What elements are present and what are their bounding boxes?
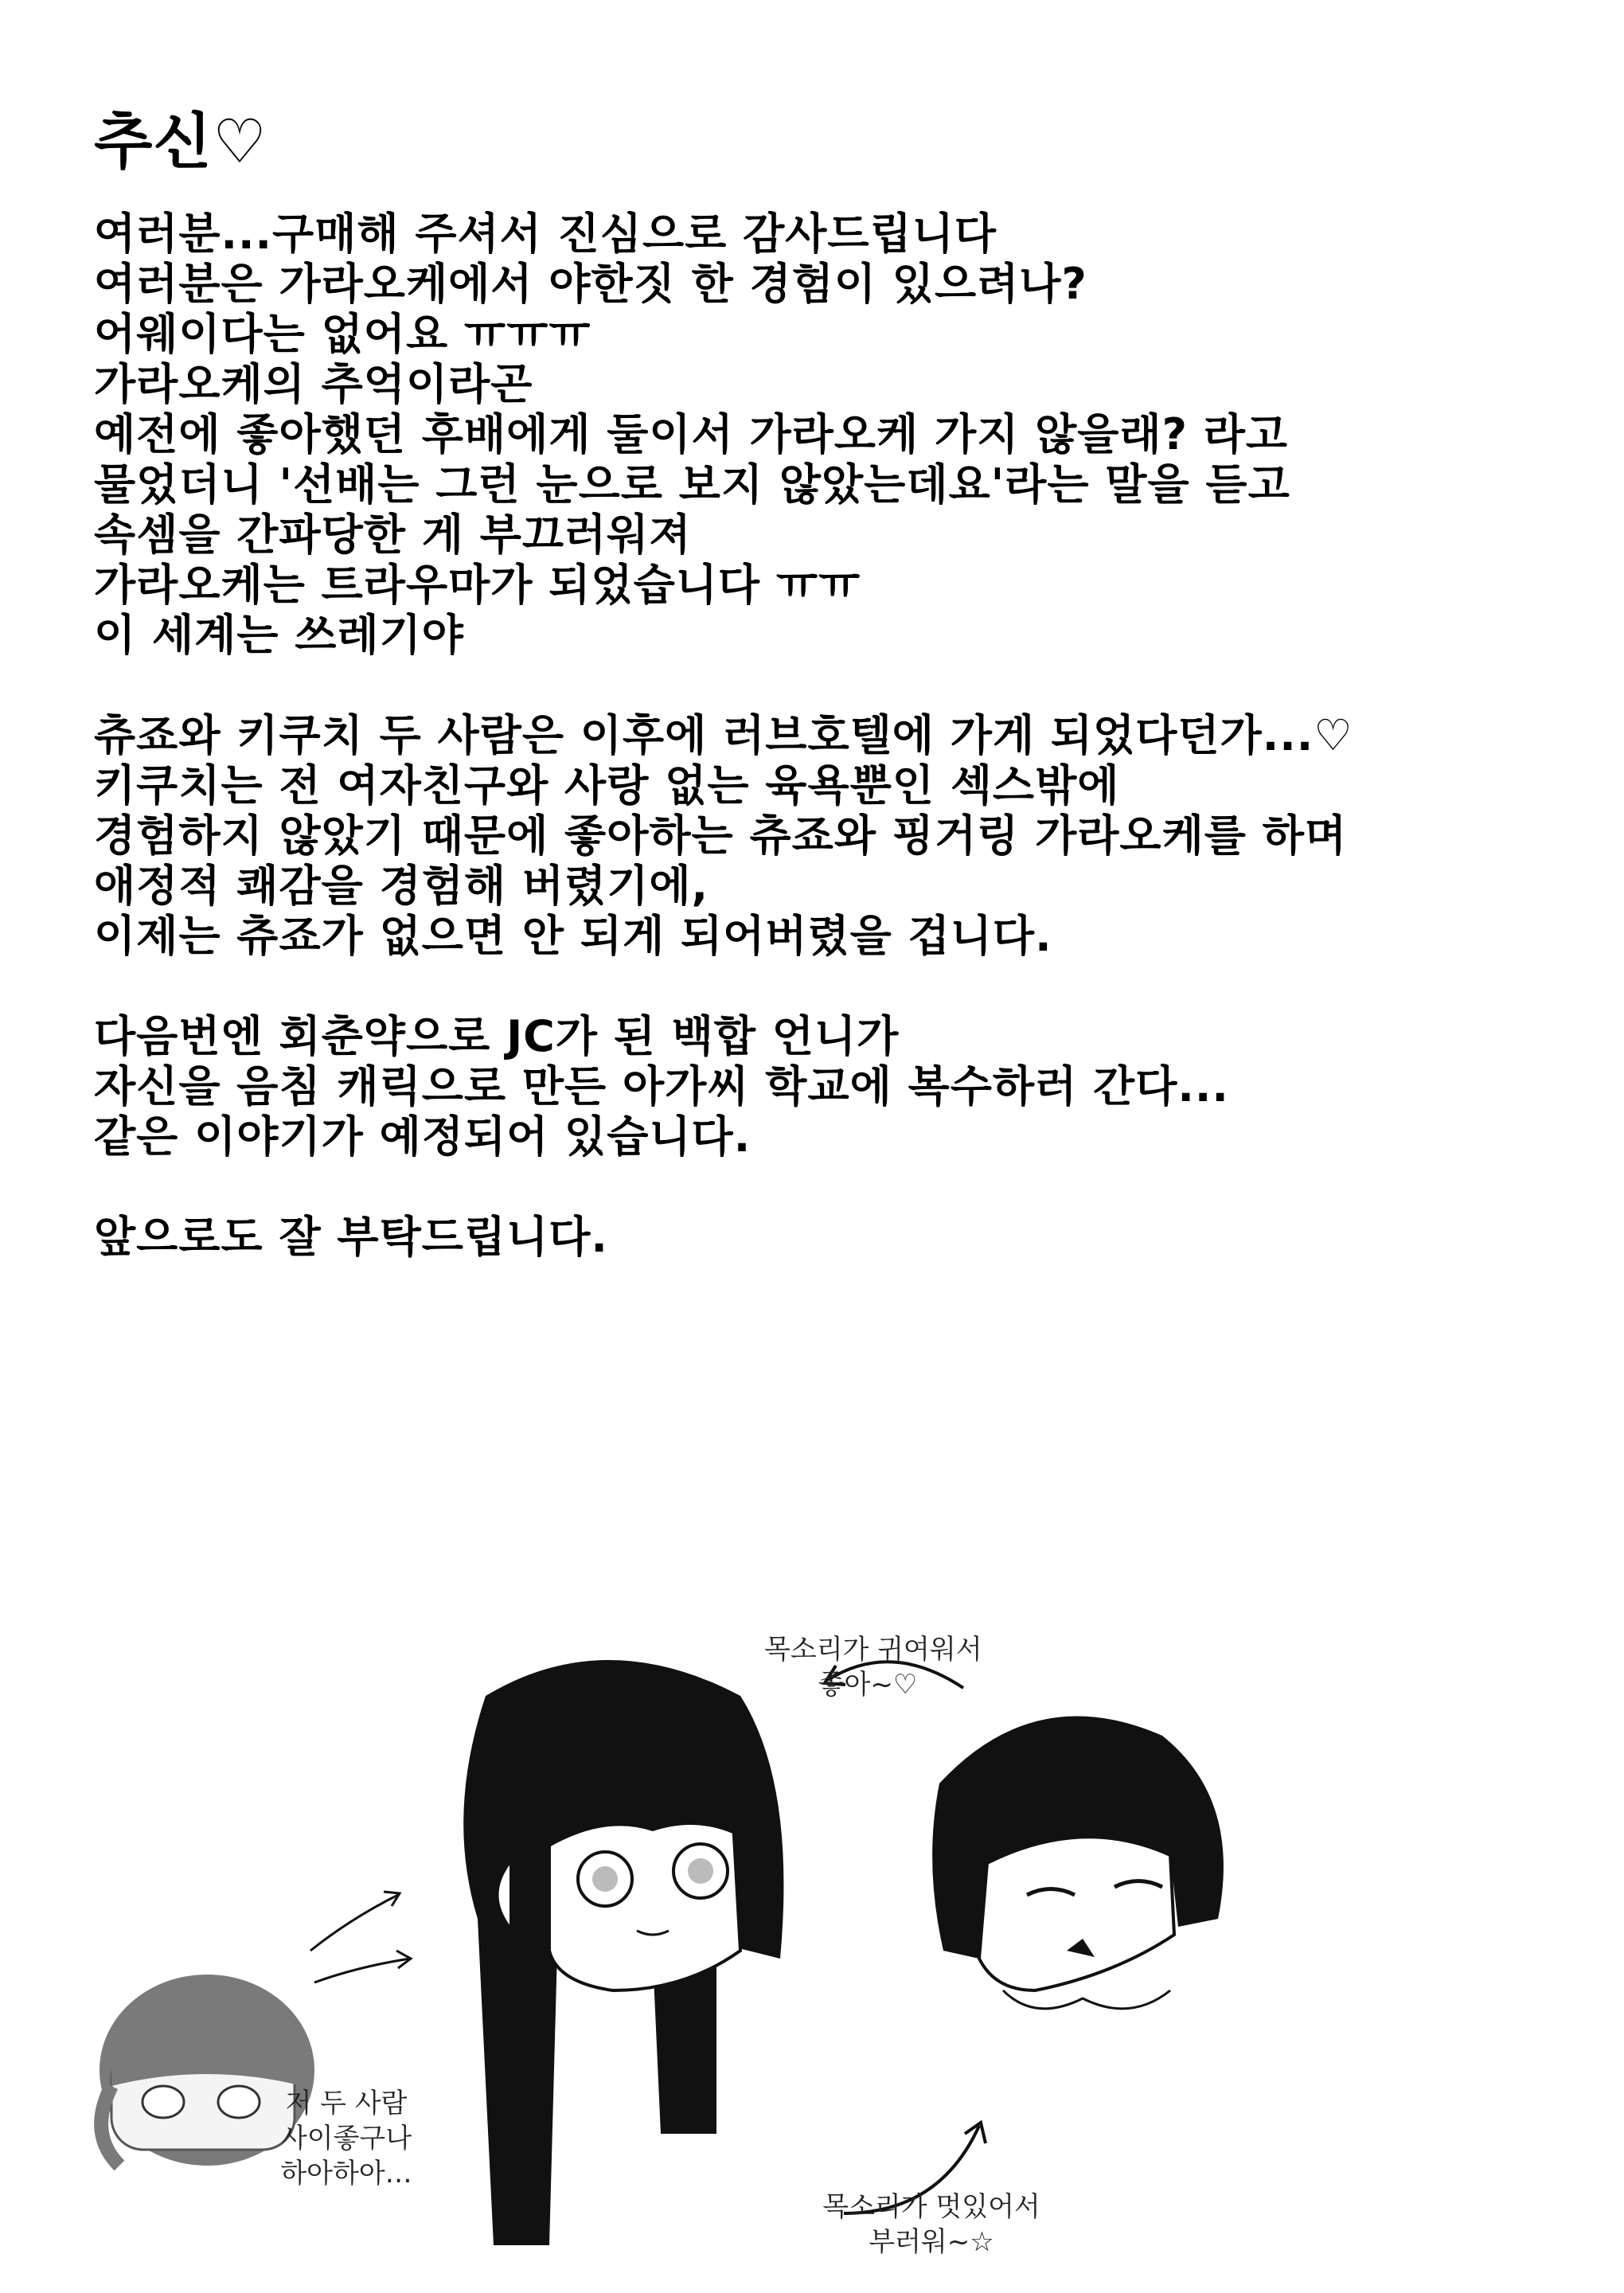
note-line: 부러워~☆ xyxy=(869,2226,994,2258)
arrow-left-1 xyxy=(310,1895,398,1951)
character-illustration xyxy=(0,1576,1624,2293)
text-line: 키쿠치는 전 여자친구와 사랑 없는 육욕뿐인 섹스밖에 xyxy=(94,760,1120,811)
text-line: 여러분...구매해 주셔서 진심으로 감사드립니다 xyxy=(94,209,997,259)
text-line: 경험하지 않았기 때문에 좋아하는 츄죠와 핑거링 가라오케를 하며 xyxy=(94,811,1348,861)
text-line: 앞으로도 잘 부탁드립니다. xyxy=(94,1212,608,1262)
text-line: 가라오케의 추억이라곤 xyxy=(94,359,533,409)
long-hair-character xyxy=(463,1660,783,2245)
text-line: 애정적 쾌감을 경험해 버렸기에, xyxy=(94,861,709,911)
short-hair-character xyxy=(932,1717,1224,2009)
note-cute-voice xyxy=(764,1632,982,1702)
page-title: 추신♡ xyxy=(94,106,267,177)
text-line: 속셈을 간파당한 게 부끄러워져 xyxy=(94,510,692,560)
text-line: 다음번엔 회춘약으로 JC가 된 백합 언니가 xyxy=(94,1011,900,1061)
note-line: 저 두 사람 xyxy=(285,2088,408,2119)
note-getting-along xyxy=(279,2086,414,2191)
note-line: 하아하아… xyxy=(280,2158,412,2189)
text-line: 같은 이야기가 예정되어 있습니다. xyxy=(94,1111,751,1162)
text-line: 여러분은 가라오케에서 야한짓 한 경험이 있으려나? xyxy=(94,259,1087,309)
arrow-left-2 xyxy=(314,1959,410,1982)
note-line: 좋아~♡ xyxy=(818,1669,918,1701)
text-line: 예전에 좋아했던 후배에게 둘이서 가라오케 가지 않을래? 라고 xyxy=(94,409,1289,459)
text-line: 어웨이다는 없어요 ㅠㅠㅠ xyxy=(94,309,591,359)
afterword-text xyxy=(94,209,1527,1262)
note-line: 목소리가 귀여워서 xyxy=(764,1634,982,1666)
note-cool-voice xyxy=(812,2189,1051,2260)
note-line: 사이좋구나 xyxy=(280,2123,412,2154)
note-line: 목소리가 멋있어서 xyxy=(822,2191,1040,2223)
paragraph-gap xyxy=(94,961,1527,1011)
text-line: 물었더니 '선배는 그런 눈으로 보지 않았는데요'라는 말을 듣고 xyxy=(94,459,1290,510)
text-line: 이 세계는 쓰레기야 xyxy=(94,610,464,660)
paragraph-gap xyxy=(94,1162,1527,1212)
paragraph-gap xyxy=(94,660,1527,710)
text-line: 츄죠와 키쿠치 두 사람은 이후에 러브호텔에 가게 되었다던가...♡ xyxy=(94,710,1353,760)
text-line: 자신을 음침 캐릭으로 만든 아가씨 학교에 복수하러 간다... xyxy=(94,1061,1229,1111)
text-line: 이제는 츄죠가 없으면 안 되게 되어버렸을 겁니다. xyxy=(94,911,1052,961)
text-line: 가라오케는 트라우마가 되었습니다 ㅠㅠ xyxy=(94,560,861,610)
